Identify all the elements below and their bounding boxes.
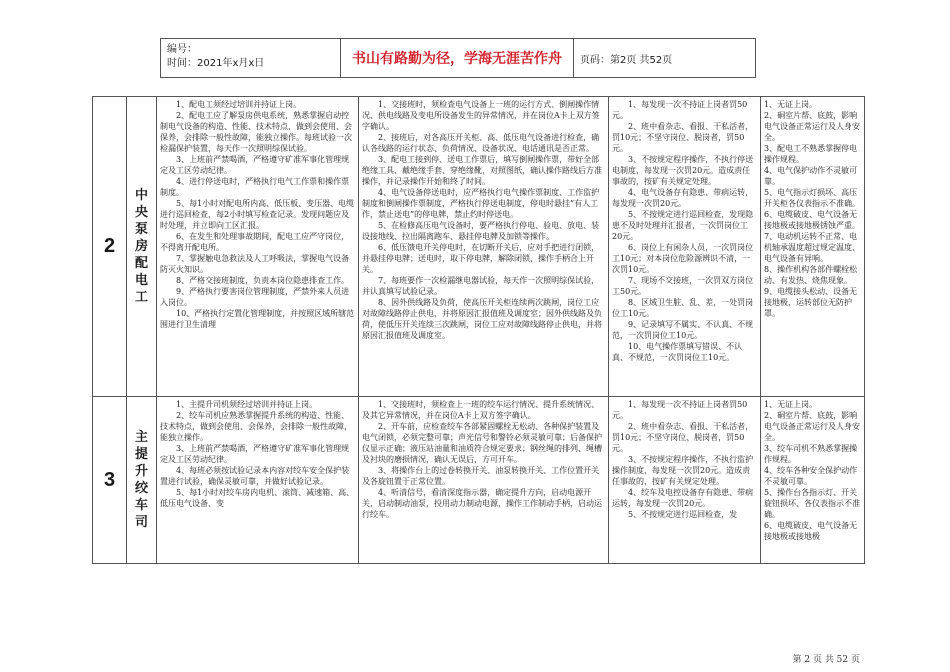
cell-item: 5、操作台各指示灯、开关旋钮损坏、各仪表指示不准确。 bbox=[764, 488, 860, 519]
cell-item: 6、低压馈电开关停电时，在切断开关后，应对手把进行闭锁，并悬挂停电牌；送电时，取下停电牌，解除闭锁，操作手柄合上开关。 bbox=[362, 243, 600, 274]
cell-item: 4、绞车及电控设备存有隐患、带病运转，每发现一次罚20元。 bbox=[612, 488, 754, 508]
cell-item: 4、电气设备存有隐患、带病运转，每发现一次罚20元。 bbox=[612, 188, 754, 208]
cell-item: 5、每1小时对绞车房内电机、滚筒、减速箱、高、低压电气设备、变 bbox=[160, 488, 355, 508]
cell-item: 4、听清信号，看清深度指示器，确定提升方向，启动电源开关，启动制动油泵，投用动力制动电源，操作工作制动手柄，启动运行绞车。 bbox=[362, 488, 602, 519]
cell-item: 4、电气设备停送电时，应严格执行电气操作票制度、工作监护制度和倒闸操作票制度，严格执行停送电制度，停电时悬挂“有人工作，禁止送电”的停电牌，禁止约时停送电。 bbox=[362, 188, 600, 219]
cell-item: 4、每班必须按试验记录本内容对绞车安全保护装置进行试验，确保灵敏可靠，并做好试验记录。 bbox=[160, 466, 350, 486]
cell-item: 9、严格执行要害岗位管理制度，严禁外来人员进入岗位。 bbox=[160, 287, 350, 307]
cell-item: 2、接班后，对各高压开关柜、高、低压电气设备进行检查，确认各线路的运行状态、负荷情况、设备状况、电话通讯是否正常。 bbox=[362, 133, 600, 153]
cell-item: 3、上班前严禁喝酒，严格遵守矿准军事化管理规定及工区劳动纪律。 bbox=[160, 155, 350, 175]
cell-item: 5、电气指示灯损坏、高压开关柜各仪表指示不准确。 bbox=[764, 188, 860, 208]
cell-item: 1、每发现一次不持证上岗者罚50元。 bbox=[612, 400, 748, 420]
cell-item: 2、硐室片帮、底鼓，影响电气设备正常运行及人身安全。 bbox=[764, 111, 860, 142]
row-number: 3 bbox=[93, 397, 127, 564]
cell-item: 8、操作机构各部件螺栓松动、有发热、烧焦现象。 bbox=[764, 265, 858, 285]
cell-item: 8、区域卫生脏、乱、差，一处罚岗位工10元。 bbox=[612, 298, 754, 318]
procedure-cell bbox=[359, 97, 609, 397]
cell-item: 3、上班前严禁喝酒，严格遵守矿准军事化管理规定及工区劳动纪律。 bbox=[160, 444, 350, 464]
hazard-cell bbox=[761, 397, 865, 564]
cell-item: 2、班中看杂志、看报、干私活者，罚10元；不坚守岗位、脱岗者，罚50元。 bbox=[612, 422, 754, 453]
cell-item: 1、配电工须经过培训并持证上岗。 bbox=[176, 100, 302, 109]
cell-item: 5、在检修高压电气设备时，要严格执行停电、验电、放电、装设接地线、拉出隔离跑车、悬挂停电牌及加锁等操作。 bbox=[362, 221, 600, 241]
cell-item: 3、配电工接到停、送电工作票后，填写倒闸操作票，带好全部绝缘工具、戴绝缘手套、穿绝缘靴，对照图纸，确认操作路线后方准操作，并记录操作开始和终了时间。 bbox=[362, 155, 602, 186]
cell-item: 3、将操作台上的过卷转换开关、油泵转换开关、工作位置开关及各旋钮置于正常位置。 bbox=[362, 466, 600, 486]
duty-cell bbox=[157, 397, 359, 564]
cell-item: 4、绞车各种安全保护动作不灵敏可靠。 bbox=[764, 466, 858, 486]
cell-item: 5、不按规定进行巡回检查，发 bbox=[628, 510, 738, 519]
cell-item: 1、交接班时，须检查上一班的绞车运行情况、提升系统情况、及其它异常情况，并在岗位A卡上双方签字确认。 bbox=[362, 400, 600, 420]
procedure-cell bbox=[359, 397, 609, 564]
page-header bbox=[160, 38, 756, 78]
cell-item: 6、电缆破皮、电气设备无接地极或接地极锈蚀严重。 bbox=[764, 210, 860, 230]
page-footer: 第 2 页 共 52 页 bbox=[792, 655, 860, 665]
cell-item: 2、硐室片帮、底鼓，影响电气设备正常运行及人身安全。 bbox=[764, 411, 860, 442]
time-label: 时间：2021年x月x日 bbox=[167, 58, 265, 69]
cell-item: 6、电缆破皮、电气设备无接地极或接地极 bbox=[764, 521, 858, 541]
table-row bbox=[93, 397, 865, 564]
penalty-cell bbox=[609, 97, 761, 397]
cell-item: 2、配电工应了解泵房供电系统，熟悉掌握启动控制电气设备的构造、性能、技术特点，做到会使用、会保养，会排除一般性故障，能独立操作。每班试验一次检漏保护装置，每天作一次照明综保试验。 bbox=[160, 111, 352, 153]
motto: 书山有路勤为径，学海无涯苦作舟 bbox=[341, 39, 574, 77]
cell-item: 9、记录填写不属实、不认真、不规范，一次罚岗位工10元。 bbox=[612, 320, 754, 340]
cell-item: 2、绞车司机应熟悉掌握提升系统的构造、性能、技术特点，做到会使用、会保养，会排除一般性故障，能独立操作。 bbox=[160, 411, 352, 442]
cell-item: 10、严格执行定置化管理制度，并按照区域所辖范围进行卫生清理 bbox=[160, 309, 355, 329]
cell-item: 8、严格交接班制度，负责本岗位隐患排查工作。 bbox=[176, 276, 350, 285]
cell-item: 6、岗位上有闲杂人员，一次罚岗位工10元；对本岗位危险源辨识不清，一次罚10元。 bbox=[612, 243, 754, 274]
header-info bbox=[161, 39, 341, 77]
cell-item: 1、交接班时，须检查电气设备上一班的运行方式、倒闸操作情况、供电线路及变电所设备发生的异常情况，并在岗位A卡上双方签字确认。 bbox=[362, 100, 600, 131]
doc-number-label: 编号： bbox=[167, 44, 197, 55]
cell-item: 5、每1小时对配电所内高、低压板、变压器、电缆进行巡回检查，每2小时填写检查记录。发现问题应及时处理，并立即向工区汇报。 bbox=[160, 199, 355, 230]
cell-item: 9、电缆接头松动、设备无接地极，运转部位无防护罩。 bbox=[764, 287, 858, 318]
cell-item: 3、不按规定程序操作，不执行停送电制度，每发现一次罚20元。造成责任事故的，按矿有关规定处理。 bbox=[612, 155, 754, 186]
cell-item: 3、绞车司机不熟悉掌握操作规程。 bbox=[764, 444, 858, 464]
cell-item: 10、电气操作票填写错误、不认真、不规范，一次罚岗位工10元。 bbox=[612, 342, 743, 362]
cell-item: 1、无证上岗。 bbox=[764, 100, 818, 109]
page-label: 页码：第2页 共52页 bbox=[580, 54, 673, 66]
cell-item: 8、因外供线路及负荷，使高压开关柜连续两次跳闸，岗位工应对故障线路停止供电，并将原因汇报值班及调度室；因外供线路及负荷，使低压开关连续三次跳闸，岗位工应对故障线路停止供电，并将原因汇报值班及调度室。 bbox=[362, 298, 602, 340]
cell-item: 1、主提升司机须经过培训并持证上岗。 bbox=[176, 400, 318, 409]
table-row bbox=[93, 97, 865, 397]
cell-item: 2、开车前，应检查绞车各部紧固螺栓无松动、各种保护装置及电气闭锁，必须完整可靠；声光信号和警铃必须灵敏可靠；后备保护仪显示正确；液压站油量和油质符合规定要求；钢丝绳的排列、绳槽及衬块的磨损情况，确认无误后，方可开车。 bbox=[362, 422, 602, 464]
cell-item: 4、进行停送电时，严格执行电气工作票和操作票制度。 bbox=[160, 177, 350, 197]
cell-item: 7、每班要作一次检漏继电器试验，每天作一次照明综保试验，并认真填写试验记录。 bbox=[362, 276, 600, 296]
duty-cell bbox=[157, 97, 359, 397]
position-name: 主提升绞车司 bbox=[127, 397, 157, 564]
cell-item: 7、现场不交接班，一次罚双方岗位工50元。 bbox=[612, 276, 754, 296]
cell-item: 1、无证上岗。 bbox=[764, 400, 818, 409]
cell-item: 4、电气保护动作不灵敏可靠。 bbox=[764, 166, 858, 186]
row-number: 2 bbox=[93, 97, 127, 397]
cell-item: 7、掌握触电急救法及人工呼吸法，掌握电气设备防灭火知识。 bbox=[160, 254, 350, 274]
cell-item: 2、班中看杂志、看报、干私活者，罚10元；不坚守岗位、脱岗者，罚50元。 bbox=[612, 122, 754, 153]
penalty-cell bbox=[609, 397, 761, 564]
cell-item: 3、配电工不熟悉掌握停电操作规程。 bbox=[764, 144, 858, 164]
cell-item: 5、不按规定进行巡回检查，发现隐患不及时处理并汇报者，一次罚岗位工20元。 bbox=[612, 210, 754, 241]
cell-item: 3、不按规定程序操作，不执行监护操作制度，每发现一次罚20元。造成责任事故的，按矿有关规定处理。 bbox=[612, 455, 754, 486]
cell-item: 6、在发生和处理事故期间，配电工应严守岗位，不得离开配电所。 bbox=[160, 232, 350, 252]
cell-item: 7、电动机运转不正常、电机轴承温度超过规定温度、电气设备有异响。 bbox=[764, 232, 860, 263]
rules-table bbox=[92, 96, 865, 564]
cell-item: 1、每发现一次不持证上岗者罚50元。 bbox=[612, 100, 748, 120]
position-name: 中央泵房配电工 bbox=[127, 97, 157, 397]
hazard-cell bbox=[761, 97, 865, 397]
